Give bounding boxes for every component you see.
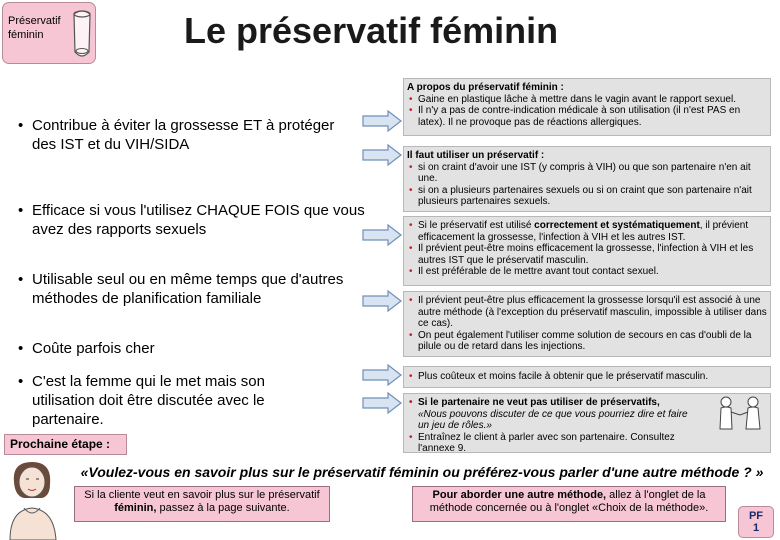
counselor-icon [2,458,64,540]
about-heading: A propos du préservatif féminin : [407,82,564,93]
left-point-5: • C'est la femme qui le met mais son utilisation doit être discutée avec le partenaire. [18,373,265,428]
when-to-use-box: Il faut utiliser un préservatif : • si on craint d'avoir une IST (y compris à VIH) ou que son partenaire n'en ait une. • si on a plusieurs partenaires sexuels ou si on craint que son partenaire n'ait plusieurs partenaires sexuels. [403,146,771,212]
arrow-right-icon [362,392,402,414]
combined-use-box: • Il prévient peut-être plus efficacement la grossesse lorsqu'il est associé à une autre méthode (à l'exception du préservatif masculin, impossible à utiliser dans ce cas). • On peut également l'utiliser comme solution de secours en cas d'oubli de la pilule ou de retard dans les injections. [403,291,771,357]
partner-box: • Si le partenaire ne veut pas utiliser de préservatifs, «Nous pouvons discuter de ce que vous pourriez dire et faire un jeu de rôles.» • Entraînez le client à parler avec son partenaire. Consultez l'annexe 9. [403,393,771,453]
next-step-label: Prochaine étape : [4,434,127,455]
learn-more-box[interactable]: Si la cliente veut en savoir plus sur le préservatif féminin, passez à la page suivante. [74,486,330,522]
arrow-right-icon [362,224,402,246]
when-heading: Il faut utiliser un préservatif : [407,150,545,161]
role-play-quote: «Nous pouvons discuter de ce que vous pourriez dire et faire un jeu de rôles.» [418,408,688,432]
condom-icon [69,8,95,62]
about-box: A propos du préservatif féminin : • Gaine en plastique lâche à mettre dans le vagin avant le rapport sexuel. • Il n'y a pas de contre-indication médicale à son utilisation (il n'est PAS en latex). Il ne provoque pas de réactions allergiques. [403,78,771,136]
other-method-box[interactable]: Pour aborder une autre méthode, allez à l'onglet de la méthode concernée ou à l'onglet «Choix de la méthode». [412,486,726,522]
left-point-3: • Utilisable seul ou en même temps que d'autres méthodes de planification familiale [18,271,344,307]
arrow-right-icon [362,144,402,166]
left-point-2: • Efficace si vous l'utilisez CHAQUE FOIS que vous avez des rapports sexuels [18,202,365,238]
page-title: Le préservatif féminin [184,10,559,51]
cost-box: • Plus coûteux et moins facile à obtenir que le préservatif masculin. [403,366,771,388]
method-tab[interactable] [2,2,96,64]
left-point-4: • Coûte parfois cher [18,340,155,357]
counseling-question: «Voulez-vous en savoir plus sur le préservatif féminin ou préférez-vous parler d'une autre méthode ? » [80,464,764,480]
page-code-badge: PF 1 [738,506,774,538]
arrow-right-icon [362,110,402,132]
couple-talking-icon [712,395,768,435]
left-point-1: • Contribue à éviter la grossesse ET à protéger des IST et du VIH/SIDA [18,117,335,153]
effectiveness-box: • Si le préservatif est utilisé correctement et systématiquement, il prévient efficacement la grossesse, l'infection à VIH et les autres IST. • Il prévient peut-être moins efficacement la grossesse, l'infection à VIH et les autres IST que le préservatif masculin. • Il est préférable de le mettre avant tout contact sexuel. [403,216,771,286]
arrow-right-icon [362,290,402,312]
arrow-right-icon [362,364,402,386]
method-tab-label: Préservatif féminin [8,15,61,41]
